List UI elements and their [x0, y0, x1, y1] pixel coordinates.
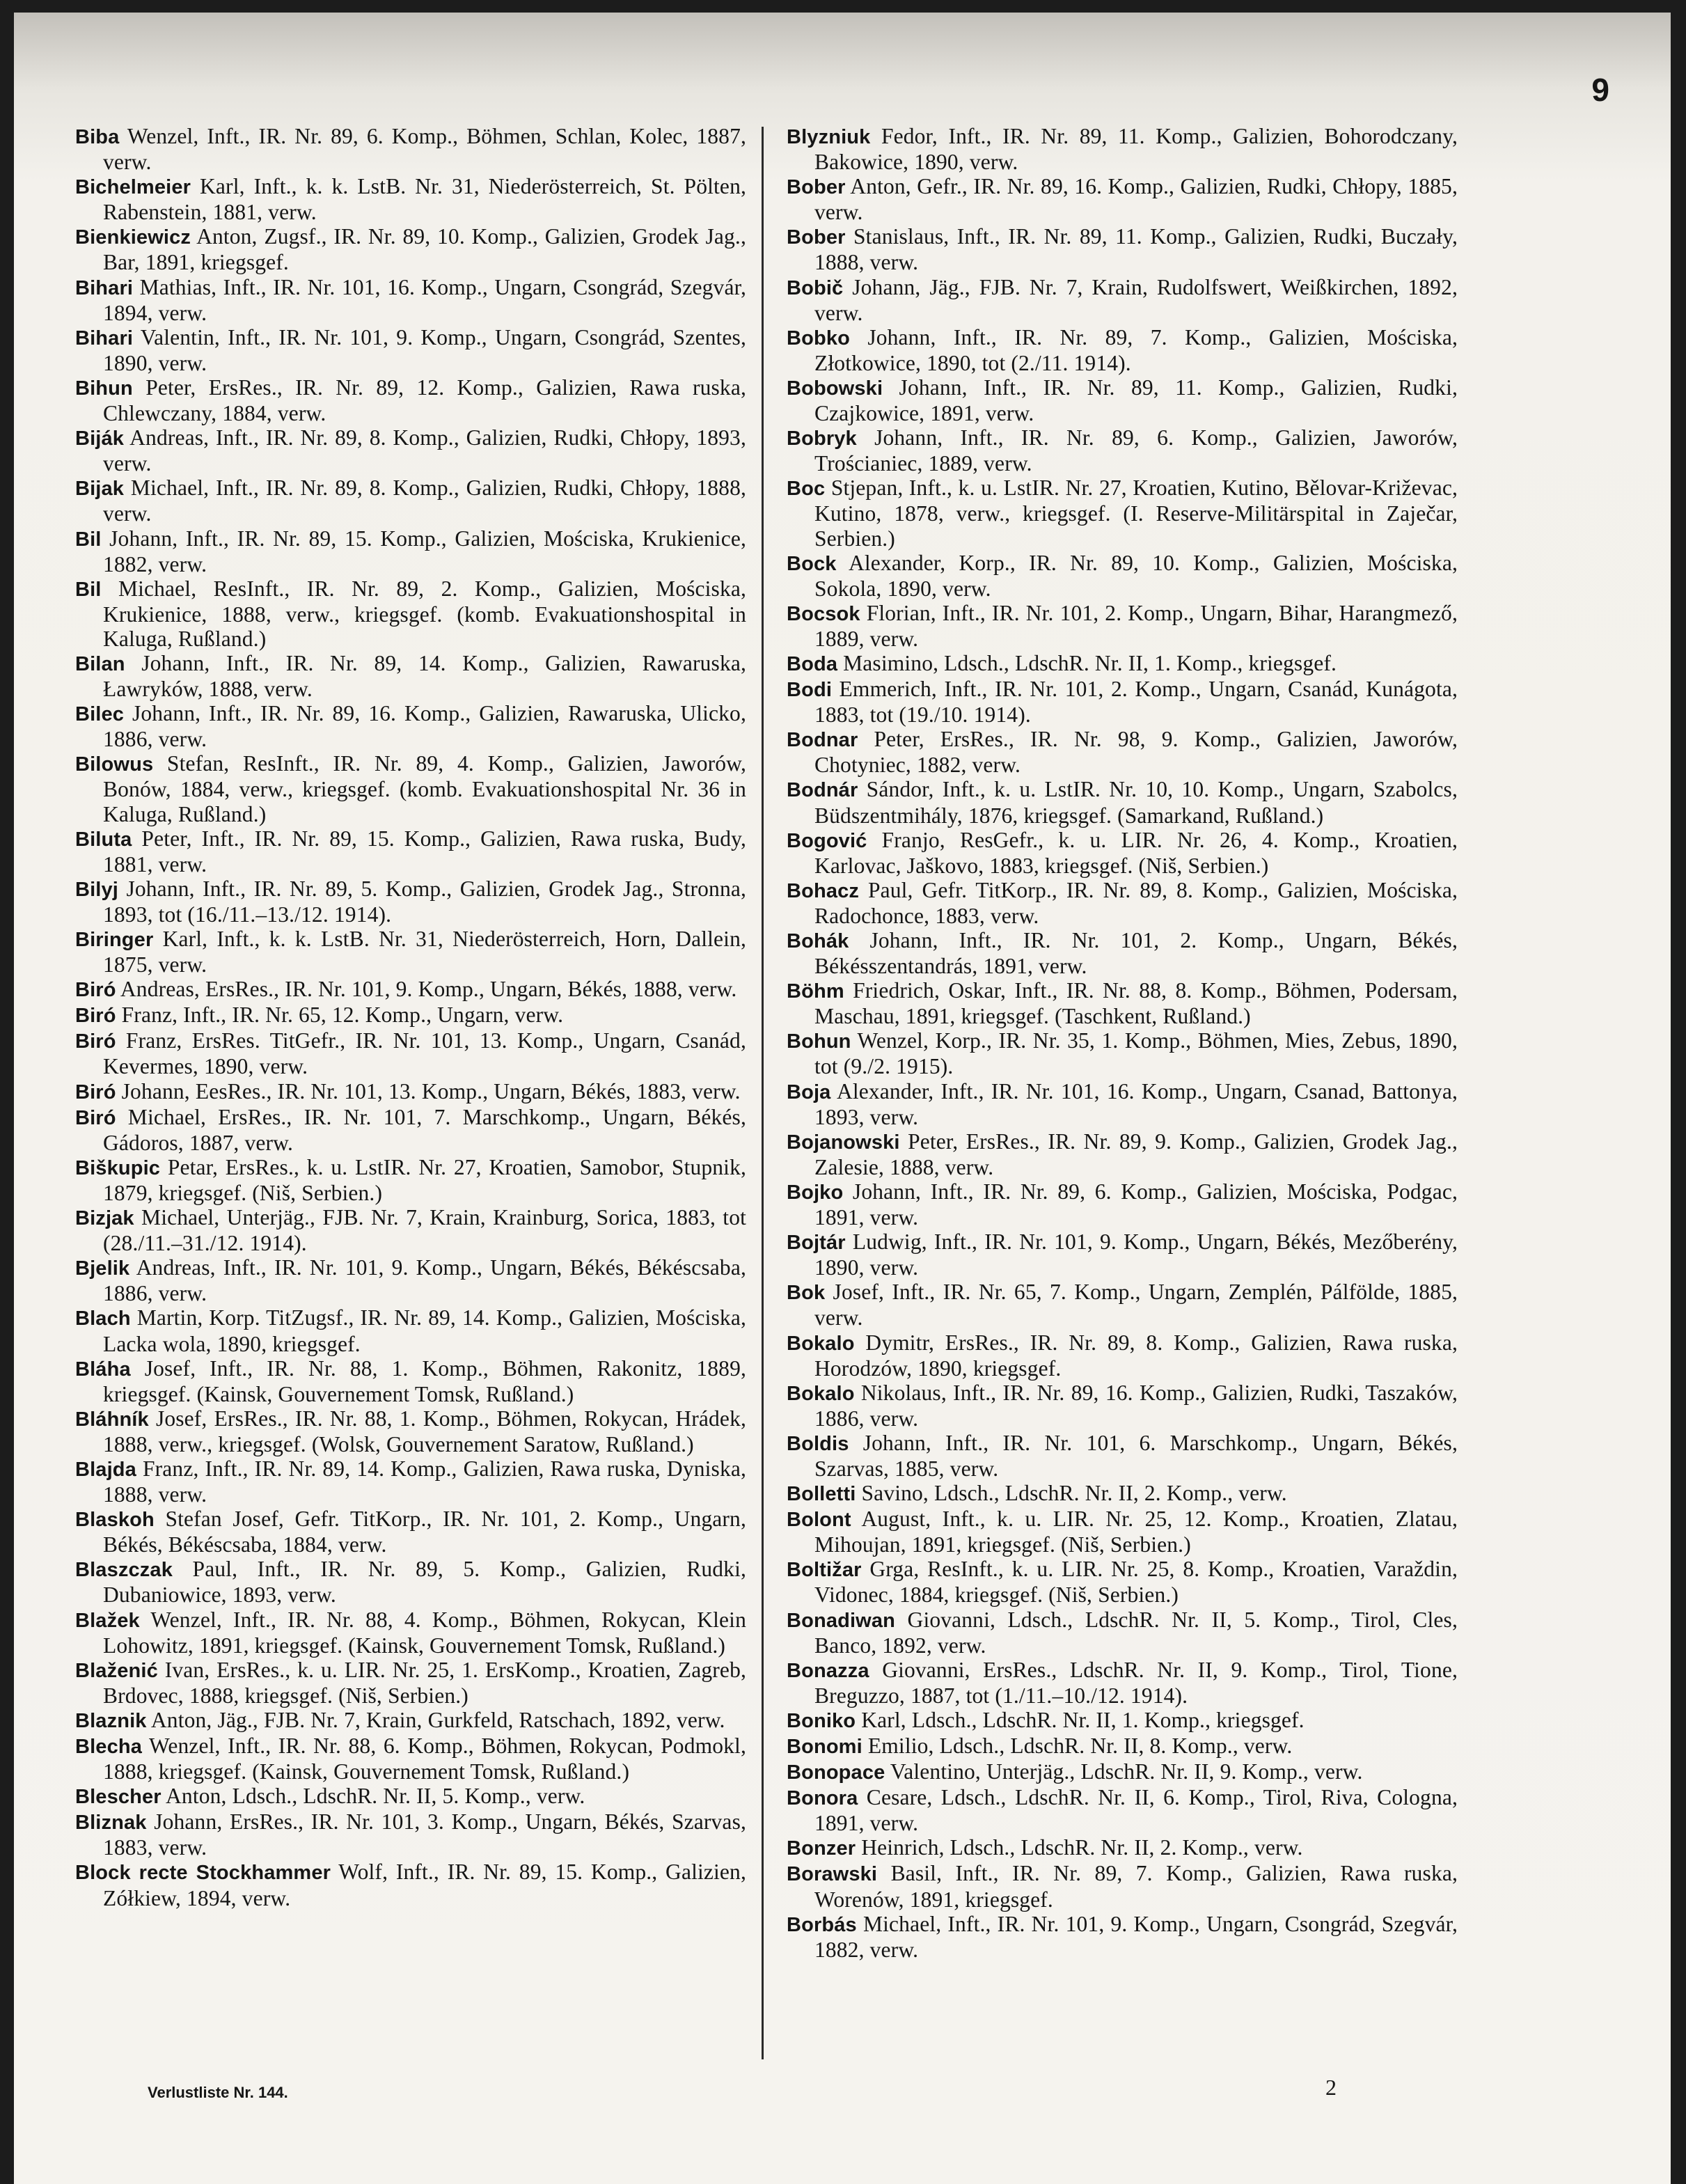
list-entry: [787, 1129, 1458, 1179]
list-entry: [75, 1305, 746, 1356]
column-divider: [762, 127, 764, 2059]
entry-surname: Bock: [787, 552, 837, 575]
entry-surname: Bodnár: [787, 779, 858, 802]
scan-edge-left: [0, 0, 14, 2184]
entry-details: Paul, Inft., IR. Nr. 89, 5. Komp., Galizien, Rudki, Dubaniowice, 1893, verw.: [103, 1557, 746, 1608]
signature-mark: 2: [1325, 2075, 1337, 2100]
entry-surname: Bonopace: [787, 1761, 885, 1784]
entry-details: Grga, ResInft., k. u. LIR. Nr. 25, 8. Komp., Kroatien, Varaždin, Vidonec, 1884, kriegsgef. (Niš, Serbien.): [814, 1557, 1458, 1608]
entry-details: Anton, Ldsch., LdschR. Nr. II, 5. Komp., verw.: [166, 1784, 585, 1809]
entry-details: Emmerich, Inft., IR. Nr. 101, 2. Komp., Ungarn, Csanád, Kunágota, 1883, tot (19./10. 1914).: [814, 677, 1458, 728]
entry-surname: Bilan: [75, 652, 125, 675]
entry-surname: Blaskoh: [75, 1509, 155, 1532]
left-column: [75, 124, 746, 1910]
entry-surname: Boltižar: [787, 1559, 862, 1582]
list-entry: [787, 1734, 1458, 1759]
entry-details: Sándor, Inft., k. u. LstIR. Nr. 10, 10. Komp., Ungarn, Szabolcs, Büdszentmihály, 1876, kriegsgef. (Samarkand, Rußland.): [814, 777, 1458, 828]
list-entry: [75, 1028, 746, 1078]
entry-details: Anton, Gefr., IR. Nr. 89, 16. Komp., Galizien, Rudki, Chłopy, 1885, verw.: [814, 174, 1458, 225]
entry-details: Michael, Inft., IR. Nr. 101, 9. Komp., Ungarn, Csongrád, Szegvár, 1882, verw.: [814, 1911, 1458, 1962]
scan-edge-right: [1671, 0, 1686, 2184]
entry-details: Johann, Inft., IR. Nr. 89, 6. Komp., Galizien, Jaworów, Trościaniec, 1889, verw.: [814, 425, 1458, 476]
list-entry: [75, 425, 746, 476]
entry-details: Wolf, Inft., IR. Nr. 89, 15. Komp., Galizien, Zółkiew, 1894, verw.: [103, 1860, 746, 1910]
entry-surname: Bohacz: [787, 879, 860, 902]
list-entry: [75, 375, 746, 425]
right-column: [787, 124, 1458, 1962]
entry-surname: Bichelmeier: [75, 176, 191, 199]
entry-details: Johann, Inft., IR. Nr. 89, 7. Komp., Galizien, Mościska, Złotkowice, 1890, tot (2./11. 1914).: [814, 324, 1458, 375]
entry-details: Valentino, Unterjäg., LdschR. Nr. II, 9. Komp., verw.: [890, 1759, 1363, 1784]
entry-details: Johann, Inft., IR. Nr. 89, 11. Komp., Galizien, Rudki, Czajkowice, 1891, verw.: [814, 375, 1458, 426]
list-entry: [75, 1658, 746, 1708]
list-entry: [787, 1861, 1458, 1911]
entry-surname: Biškupic: [75, 1156, 161, 1179]
entry-details: Wenzel, Inft., IR. Nr. 88, 4. Komp., Böhmen, Rokycan, Klein Lohowitz, 1891, kriegsgef. (Kainsk, Gouvernement Tomsk, Rußland.): [103, 1607, 746, 1658]
entry-surname: Bober: [787, 176, 846, 199]
entry-details: Martin, Korp. TitZugsf., IR. Nr. 89, 14. Komp., Galizien, Mościska, Lacka wola, 1890, kriegsgef.: [103, 1305, 746, 1356]
list-entry: [787, 1557, 1458, 1607]
entry-details: Josef, Inft., IR. Nr. 65, 7. Komp., Ungarn, Zemplén, Pálfölde, 1885, verw.: [814, 1280, 1458, 1330]
entry-surname: Blyzniuk: [787, 126, 871, 148]
entry-surname: Biringer: [75, 929, 154, 951]
list-entry: [787, 727, 1458, 777]
entry-details: Dymitr, ErsRes., IR. Nr. 89, 8. Komp., Galizien, Rawa ruska, Horodzów, 1890, kriegsgef.: [814, 1330, 1458, 1381]
entry-surname: Bohun: [787, 1030, 851, 1053]
entry-surname: Bodnar: [787, 729, 858, 752]
entry-details: Peter, ErsRes., IR. Nr. 89, 9. Komp., Galizien, Grodek Jag., Zalesie, 1888, verw.: [814, 1129, 1458, 1179]
entry-surname: Bobič: [787, 276, 844, 299]
list-entry: [787, 1912, 1458, 1962]
entry-details: Anton, Zugsf., IR. Nr. 89, 10. Komp., Galizien, Grodek Jag., Bar, 1891, kriegsgef.: [103, 224, 746, 275]
list-entry: [787, 325, 1458, 375]
entry-surname: Blecha: [75, 1736, 142, 1758]
list-entry: [787, 275, 1458, 325]
list-entry: [787, 1381, 1458, 1431]
list-entry: [75, 1608, 746, 1658]
entry-details: Masimino, Ldsch., LdschR. Nr. II, 1. Komp., kriegsgef.: [843, 650, 1337, 675]
entry-details: Emilio, Ldsch., LdschR. Nr. II, 8. Komp., verw.: [867, 1734, 1293, 1758]
entry-surname: Böhm: [787, 980, 844, 1003]
entry-surname: Bonadiwan: [787, 1609, 896, 1632]
list-entry: [75, 1205, 746, 1255]
entry-surname: Bonora: [787, 1787, 858, 1810]
list-entry: [75, 476, 746, 526]
list-entry: [787, 1708, 1458, 1734]
entry-surname: Bobowski: [787, 377, 883, 400]
entry-details: Wenzel, Inft., IR. Nr. 88, 6. Komp., Böhmen, Rokycan, Podmokl, 1888, kriegsgef. (Kainsk, Gouvernement Tomsk, Rußland.): [103, 1734, 746, 1784]
entry-details: Andreas, Inft., IR. Nr. 89, 8. Komp., Galizien, Rudki, Chłopy, 1893, verw.: [103, 425, 746, 476]
entry-details: Fedor, Inft., IR. Nr. 89, 11. Komp., Galizien, Bohorodczany, Bakowice, 1890, verw.: [814, 124, 1458, 175]
entry-surname: Bokalo: [787, 1382, 855, 1405]
entry-details: Andreas, ErsRes., IR. Nr. 101, 9. Komp., Ungarn, Békés, 1888, verw.: [120, 977, 737, 1002]
entry-details: Johann, EesRes., IR. Nr. 101, 13. Komp., Ungarn, Békés, 1883, verw.: [121, 1078, 741, 1103]
entry-surname: Bolletti: [787, 1483, 856, 1506]
entry-details: Johann, Inft., IR. Nr. 89, 6. Komp., Galizien, Mościska, Podgac, 1891, verw.: [814, 1179, 1458, 1230]
entry-surname: Bláhník: [75, 1408, 149, 1431]
entry-surname: Bihari: [75, 327, 134, 349]
entry-surname: Bjelik: [75, 1257, 130, 1280]
entry-details: Josef, ErsRes., IR. Nr. 88, 1. Komp., Böhmen, Rokycan, Hrádek, 1888, verw., kriegsgef. (Wolsk, Gouvernement Saratow, Rußland.): [103, 1406, 746, 1456]
list-entry: [787, 551, 1458, 601]
list-entry: [787, 978, 1458, 1028]
entry-surname: Blescher: [75, 1786, 161, 1809]
list-entry: [75, 1708, 746, 1734]
entry-details: Nikolaus, Inft., IR. Nr. 89, 16. Komp., Galizien, Rudki, Taszaków, 1886, verw.: [814, 1380, 1458, 1431]
entry-details: Florian, Inft., IR. Nr. 101, 2. Komp., Ungarn, Bihar, Harangmező, 1889, verw.: [814, 600, 1458, 651]
entry-details: Johann, ErsRes., IR. Nr. 101, 3. Komp., Ungarn, Békés, Szarvas, 1883, verw.: [103, 1809, 746, 1860]
list-entry: [787, 777, 1458, 827]
list-entry: [787, 1079, 1458, 1129]
list-entry: [787, 1179, 1458, 1230]
entry-details: Peter, ErsRes., IR. Nr. 98, 9. Komp., Galizien, Jaworów, Chotyniec, 1882, verw.: [814, 727, 1458, 778]
list-entry: [75, 651, 746, 701]
entry-details: Franjo, ResGefr., k. u. LIR. Nr. 26, 4. Komp., Kroatien, Karlovac, Jaškovo, 1883, kriegsgef. (Niš, Serbien.): [814, 827, 1458, 878]
list-entry: [787, 124, 1458, 174]
entry-surname: Boda: [787, 652, 838, 675]
entry-details: Michael, Inft., IR. Nr. 89, 8. Komp., Galizien, Rudki, Chłopy, 1888, verw.: [103, 476, 746, 526]
entry-details: Peter, ErsRes., IR. Nr. 89, 12. Komp., Galizien, Rawa ruska, Chlewczany, 1884, verw.: [103, 375, 746, 426]
entry-surname: Bokalo: [787, 1332, 855, 1355]
list-entry: [75, 977, 746, 1003]
entry-details: Michael, ResInft., IR. Nr. 89, 2. Komp., Galizien, Mościska, Krukienice, 1888, verw., kriegsgef. (komb. Evakuationshospital in Kaluga, Rußland.): [103, 576, 747, 651]
list-entry: [75, 1507, 746, 1557]
entry-surname: Blach: [75, 1307, 131, 1330]
entry-details: Valentin, Inft., IR. Nr. 101, 9. Komp., Ungarn, Csongrád, Szentes, 1890, verw.: [103, 324, 746, 375]
entry-surname: Boja: [787, 1081, 831, 1103]
list-entry: [75, 1784, 746, 1809]
entry-details: Anton, Jäg., FJB. Nr. 7, Krain, Gurkfeld, Ratschach, 1892, verw.: [150, 1707, 725, 1732]
list-entry: [787, 1835, 1458, 1861]
list-entry: [787, 1230, 1458, 1280]
list-entry: [75, 1809, 746, 1860]
list-entry: [787, 1608, 1458, 1658]
entry-surname: Blaženić: [75, 1659, 158, 1682]
entry-details: Alexander, Inft., IR. Nr. 101, 16. Komp., Ungarn, Csanad, Battonya, 1893, verw.: [814, 1078, 1458, 1129]
entry-surname: Biják: [75, 427, 125, 450]
entry-surname: Boldis: [787, 1432, 849, 1455]
list-entry: [787, 1280, 1458, 1330]
entry-surname: Bobryk: [787, 427, 857, 450]
list-entry: [75, 1079, 746, 1105]
list-entry: [787, 601, 1458, 651]
list-entry: [75, 1155, 746, 1205]
list-entry: [75, 1105, 746, 1155]
list-entry: [75, 751, 746, 826]
entry-details: Savino, Ldsch., LdschR. Nr. II, 2. Komp., verw.: [861, 1481, 1287, 1506]
entry-surname: Bogović: [787, 829, 867, 852]
entry-surname: Bliznak: [75, 1812, 147, 1835]
list-entry: [787, 1028, 1458, 1078]
entry-surname: Bonzer: [787, 1837, 856, 1860]
entry-surname: Bil: [75, 578, 102, 601]
entry-surname: Bijak: [75, 478, 125, 501]
entry-details: Karl, Inft., k. k. LstB. Nr. 31, Niederösterreich, Horn, Dallein, 1875, verw.: [103, 927, 746, 977]
entry-details: Franz, ErsRes. TitGefr., IR. Nr. 101, 13. Komp., Ungarn, Csanád, Kevermes, 1890, verw.: [103, 1028, 746, 1079]
entry-surname: Blaszczak: [75, 1559, 173, 1582]
entry-details: Michael, Unterjäg., FJB. Nr. 7, Krain, Krainburg, Sorica, 1883, tot (28./11.–31./12. 1914).: [103, 1205, 746, 1256]
list-entry: [75, 1456, 746, 1507]
entry-details: Basil, Inft., IR. Nr. 89, 7. Komp., Galizien, Rawa ruska, Worenów, 1891, kriegsgef.: [814, 1861, 1458, 1912]
entry-surname: Bilyj: [75, 878, 118, 901]
entry-details: Friedrich, Oskar, Inft., IR. Nr. 88, 8. Komp., Böhmen, Podersam, Maschau, 1891, kriegsgef. (Taschkent, Rußland.): [814, 978, 1458, 1029]
entry-surname: Borawski: [787, 1863, 878, 1886]
entry-details: Stefan Josef, Gefr. TitKorp., IR. Nr. 101, 2. Komp., Ungarn, Békés, Békéscsaba, 1884, verw.: [103, 1507, 746, 1557]
entry-details: Johann, Jäg., FJB. Nr. 7, Krain, Rudolfswert, Weißkirchen, 1892, verw.: [814, 274, 1458, 325]
entry-surname: Bil: [75, 528, 102, 551]
entry-details: Stjepan, Inft., k. u. LstIR. Nr. 27, Kroatien, Kutino, Bělovar-Križevac, Kutino, 1878, verw., kriegsgef. (I. Reserve-Militärspital in Zaječar, Serbien.): [814, 476, 1458, 551]
entry-surname: Boc: [787, 478, 826, 501]
list-entry: [75, 124, 746, 174]
list-entry: [787, 1507, 1458, 1557]
entry-surname: Bonomi: [787, 1736, 862, 1758]
list-entry: [787, 425, 1458, 476]
list-entry: [787, 1431, 1458, 1481]
list-entry: [75, 1734, 746, 1784]
entry-surname: Bienkiewicz: [75, 226, 191, 249]
entry-surname: Biluta: [75, 828, 132, 851]
list-entry: [787, 651, 1458, 677]
entry-details: Johann, Inft., IR. Nr. 89, 14. Komp., Galizien, Rawaruska, Ławryków, 1888, verw.: [103, 650, 746, 702]
list-entry: [75, 576, 746, 651]
list-entry: [787, 677, 1458, 727]
entry-details: Josef, Inft., IR. Nr. 88, 1. Komp., Böhmen, Rakonitz, 1889, kriegsgef. (Kainsk, Gouvernement Tomsk, Rußland.): [103, 1356, 746, 1406]
list-entry: [787, 1759, 1458, 1785]
list-entry: [75, 1356, 746, 1406]
entry-surname: Blaznik: [75, 1709, 147, 1732]
entry-surname: Biró: [75, 1081, 116, 1103]
list-entry: [75, 275, 746, 325]
list-entry: [75, 1860, 746, 1910]
entry-details: Mathias, Inft., IR. Nr. 101, 16. Komp., Ungarn, Csongrád, Szegvár, 1894, verw.: [103, 274, 746, 325]
list-entry: [787, 1658, 1458, 1708]
entry-details: Andreas, Inft., IR. Nr. 101, 9. Komp., Ungarn, Békés, Békéscsaba, 1886, verw.: [103, 1255, 746, 1306]
list-entry: [75, 877, 746, 927]
list-entry: [75, 224, 746, 274]
entry-details: Ludwig, Inft., IR. Nr. 101, 9. Komp., Ungarn, Békés, Mezőberény, 1890, verw.: [814, 1230, 1458, 1280]
list-entry: [787, 476, 1458, 550]
entry-surname: Biró: [75, 979, 116, 1002]
entry-surname: Biró: [75, 1030, 116, 1053]
entry-details: Wenzel, Inft., IR. Nr. 89, 6. Komp., Böhmen, Schlan, Kolec, 1887, verw.: [103, 124, 746, 175]
entry-surname: Borbás: [787, 1913, 857, 1936]
list-entry: [787, 928, 1458, 978]
entry-details: August, Inft., k. u. LIR. Nr. 25, 12. Komp., Kroatien, Zlatau, Mihoujan, 1891, kriegsgef. (Niš, Serbien.): [814, 1507, 1458, 1557]
list-entry: [75, 1406, 746, 1456]
footer-list-number: Verlustliste Nr. 144.: [148, 2084, 288, 2101]
entry-surname: Bohák: [787, 930, 849, 952]
entry-surname: Bok: [787, 1282, 826, 1305]
list-entry: [787, 174, 1458, 224]
list-entry: [787, 828, 1458, 878]
list-entry: [75, 526, 746, 576]
entry-details: Petar, ErsRes., k. u. LstIR. Nr. 27, Kroatien, Samobor, Stupnik, 1879, kriegsgef. (Niš, Serbien.): [103, 1154, 746, 1205]
entry-surname: Bilowus: [75, 753, 154, 776]
entry-surname: Bodi: [787, 679, 833, 702]
entry-details: Johann, Inft., IR. Nr. 89, 15. Komp., Galizien, Mościska, Krukienice, 1882, verw.: [103, 526, 746, 576]
list-entry: [75, 826, 746, 877]
entry-details: Karl, Inft., k. k. LstB. Nr. 31, Niederösterreich, St. Pölten, Rabenstein, 1881, verw.: [103, 174, 746, 225]
list-entry: [75, 927, 746, 977]
entry-details: Stanislaus, Inft., IR. Nr. 89, 11. Komp., Galizien, Rudki, Buczały, 1888, verw.: [814, 224, 1458, 275]
entry-details: Stefan, ResInft., IR. Nr. 89, 4. Komp., Galizien, Jaworów, Bonów, 1884, verw., kriegsgef. (komb. Evakuationshospital Nr. 36 in Kaluga, Rußland.): [103, 751, 747, 826]
entry-surname: Bocsok: [787, 602, 860, 625]
entry-details: Michael, ErsRes., IR. Nr. 101, 7. Marschkomp., Ungarn, Békés, Gádoros, 1887, verw.: [103, 1104, 746, 1155]
entry-details: Johann, Inft., IR. Nr. 89, 5. Komp., Galizien, Grodek Jag., Stronna, 1893, tot (16./11.–13./12. 1914).: [103, 876, 746, 927]
scan-edge-top: [0, 0, 1686, 13]
entry-surname: Bilec: [75, 703, 125, 726]
entry-details: Karl, Ldsch., LdschR. Nr. II, 1. Komp., kriegsgef.: [861, 1707, 1305, 1732]
entry-surname: Bober: [787, 226, 846, 249]
entry-details: Heinrich, Ldsch., LdschR. Nr. II, 2. Komp., verw.: [861, 1835, 1303, 1860]
entry-details: Cesare, Ldsch., LdschR. Nr. II, 6. Komp., Tirol, Riva, Cologna, 1891, verw.: [814, 1785, 1458, 1836]
page-number: 9: [1591, 72, 1609, 108]
list-entry: [75, 701, 746, 751]
entry-surname: Bihun: [75, 377, 133, 400]
entry-surname: Biba: [75, 126, 120, 148]
entry-details: Johann, Inft., IR. Nr. 89, 16. Komp., Galizien, Rawaruska, Ulicko, 1886, verw.: [103, 701, 746, 752]
entry-surname: Bojko: [787, 1181, 844, 1204]
entry-surname: Bobko: [787, 327, 850, 349]
list-entry: [787, 1785, 1458, 1835]
entry-surname: Bojtár: [787, 1232, 846, 1255]
entry-surname: Blažek: [75, 1609, 140, 1632]
list-entry: [75, 1255, 746, 1305]
entry-surname: Bihari: [75, 276, 134, 299]
entry-details: Paul, Gefr. TitKorp., IR. Nr. 89, 8. Komp., Galizien, Mościska, Radochonce, 1883, verw.: [814, 877, 1458, 928]
entry-details: Wenzel, Korp., IR. Nr. 35, 1. Komp., Böhmen, Mies, Zebus, 1890, tot (9./2. 1915).: [814, 1028, 1458, 1079]
entry-details: Giovanni, ErsRes., LdschR. Nr. II, 9. Komp., Tirol, Tione, Breguzzo, 1887, tot (1./11.–10./12. 1914).: [814, 1657, 1458, 1708]
entry-surname: Biró: [75, 1005, 116, 1028]
list-entry: [787, 878, 1458, 928]
entry-surname: Biró: [75, 1106, 116, 1129]
entry-details: Johann, Inft., IR. Nr. 101, 6. Marschkomp., Ungarn, Békés, Szarvas, 1885, verw.: [814, 1430, 1458, 1481]
entry-details: Franz, Inft., IR. Nr. 89, 14. Komp., Galizien, Rawa ruska, Dyniska, 1888, verw.: [103, 1456, 747, 1507]
entry-details: Peter, Inft., IR. Nr. 89, 15. Komp., Galizien, Rawa ruska, Budy, 1881, verw.: [103, 826, 747, 877]
entry-surname: Bizjak: [75, 1207, 134, 1230]
list-entry: [75, 1003, 746, 1028]
entry-surname: Bláha: [75, 1358, 131, 1381]
list-entry: [75, 174, 746, 224]
entry-surname: Block recte Stockhammer: [75, 1862, 331, 1885]
entry-details: Johann, Inft., IR. Nr. 101, 2. Komp., Ungarn, Békés, Békésszentandrás, 1891, verw.: [814, 928, 1458, 979]
list-entry: [787, 375, 1458, 425]
list-entry: [75, 1557, 746, 1607]
entry-surname: Boniko: [787, 1709, 856, 1732]
entry-details: Alexander, Korp., IR. Nr. 89, 10. Komp., Galizien, Mościska, Sokola, 1890, verw.: [814, 550, 1458, 601]
list-entry: [787, 1330, 1458, 1381]
entry-surname: Bolont: [787, 1509, 851, 1532]
list-entry: [787, 1481, 1458, 1507]
entry-surname: Blajda: [75, 1458, 136, 1481]
entry-surname: Bojanowski: [787, 1131, 900, 1154]
list-entry: [787, 224, 1458, 274]
entry-details: Ivan, ErsRes., k. u. LIR. Nr. 25, 1. ErsKomp., Kroatien, Zagreb, Brdovec, 1888, kriegsgef. (Niš, Serbien.): [103, 1657, 746, 1708]
entry-surname: Bonazza: [787, 1659, 869, 1682]
entry-details: Franz, Inft., IR. Nr. 65, 12. Komp., Ungarn, verw.: [121, 1003, 564, 1028]
entry-details: Giovanni, Ldsch., LdschR. Nr. II, 5. Komp., Tirol, Cles, Banco, 1892, verw.: [814, 1607, 1458, 1658]
list-entry: [75, 325, 746, 375]
